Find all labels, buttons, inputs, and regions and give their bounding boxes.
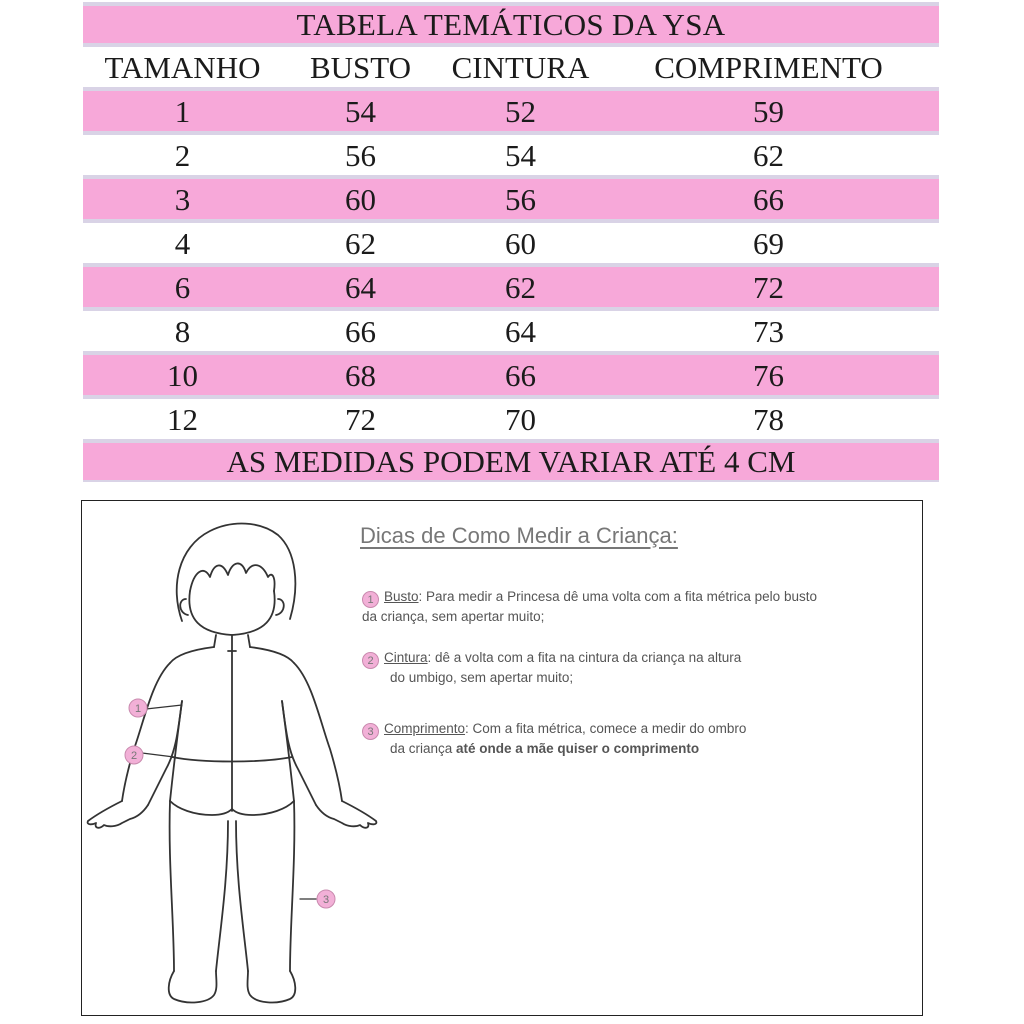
svg-text:2: 2 [130,750,138,762]
cell-busto: 68 [345,357,376,393]
cell-tamanho: 8 [174,313,191,349]
tip-term: Comprimento [384,721,466,736]
cell-comprimento: 78 [753,401,784,437]
cell-tamanho: 12 [167,401,198,437]
cell-tamanho: 6 [174,269,191,305]
tip-text-start: da criança [390,741,457,756]
cell-cintura: 66 [505,357,536,393]
figure-marker-3 [317,890,335,908]
tip-cintura [362,649,741,687]
table-row [83,223,939,263]
header-tamanho: TAMANHO [104,49,261,85]
tip-text: : Para medir a Princesa dê uma volta com a fita métrica pelo busto [418,589,817,604]
tip-term: Cintura [384,650,428,665]
cell-cintura: 62 [505,269,536,305]
cell-tamanho: 1 [174,93,191,129]
tip-text-continued [362,740,746,758]
cell-comprimento: 73 [753,313,784,349]
tip-text: : dê a volta com a fita na cintura da criança na altura [427,650,742,665]
cell-cintura: 70 [505,401,536,437]
table-row [83,267,939,307]
table-row [83,91,939,131]
cell-comprimento: 69 [753,225,784,261]
table-row [83,135,939,175]
cell-busto: 60 [345,181,376,217]
cell-cintura: 54 [505,137,536,173]
cell-comprimento: 59 [753,93,784,129]
svg-text:1: 1 [134,703,142,715]
table-footer: AS MEDIDAS PODEM VARIAR ATÉ 4 CM [226,444,796,479]
cell-busto: 54 [345,93,376,129]
table-footer-row [83,443,939,480]
tip-number-badge: 2 [362,652,379,669]
cell-busto: 64 [345,269,376,305]
cell-comprimento: 66 [753,181,784,217]
header-busto: BUSTO [309,49,412,85]
cell-comprimento: 76 [753,357,784,393]
measuring-tips-box [81,500,923,1016]
tip-emphasis: até onde a mãe quiser o comprimento [456,741,700,756]
cell-busto: 56 [345,137,376,173]
hair-outline [177,524,296,621]
cell-tamanho: 3 [174,181,191,217]
tip-busto [362,588,817,626]
size-table [83,2,939,482]
cell-tamanho: 4 [174,225,191,261]
tip-text: : Com a fita métrica, comece a medir do ombro [465,721,747,736]
cell-comprimento: 72 [753,269,784,305]
figure-marker-2 [125,746,143,764]
table-row [83,399,939,439]
table-title-row [83,6,939,43]
tip-text-continued: da criança, sem apertar muito; [362,609,545,624]
tip-number-badge: 3 [362,723,379,740]
child-outline-figure [82,501,402,1017]
cell-busto: 62 [345,225,376,261]
tip-comprimento [362,720,746,758]
table-title: TABELA TEMÁTICOS DA YSA [296,7,726,42]
table-row [83,355,939,395]
table-row [83,179,939,219]
figure-marker-1 [129,699,147,717]
tips-title: Dicas de Como Medir a Criança: [360,523,678,548]
cell-tamanho: 2 [174,137,191,173]
cell-comprimento: 62 [753,137,784,173]
cell-busto: 72 [345,401,376,437]
cell-busto: 66 [345,313,376,349]
header-comprimento: COMPRIMENTO [654,49,883,85]
cell-cintura: 56 [505,181,536,217]
table-header-row [83,47,939,87]
tip-text-continued: do umbigo, sem apertar muito; [390,670,574,685]
cell-cintura: 60 [505,225,536,261]
cell-cintura: 64 [505,313,536,349]
table-row [83,311,939,351]
svg-text:3: 3 [322,894,330,906]
tip-term: Busto [384,589,419,604]
cell-cintura: 52 [505,93,536,129]
cell-tamanho: 10 [167,357,198,393]
header-cintura: CINTURA [451,49,590,85]
tip-number-badge: 1 [362,591,379,608]
